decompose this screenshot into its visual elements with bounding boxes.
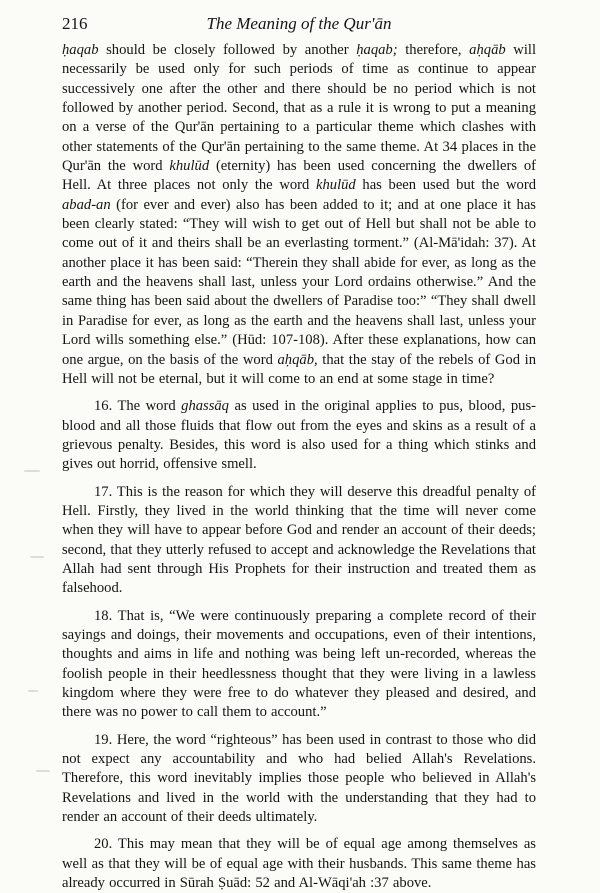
italic-term: aḥqāb, [277,351,318,368]
italic-term: ḥaqab [62,42,99,58]
page-header [62,14,536,36]
text-run: has been used but the word [355,177,536,194]
text-run: (for ever and ever) also has been added to it; and at one place it has been clearly stated: “They will wish to get out of Hell but shall not be able to come out of it and theirs shall be an everlasting torment.” (Al-Mā'idah: 37). At another place it has been said: “Therein they shall abide for ever, as long as the earth and the heavens shall last, unless your Lord ordains otherwise.” And the same thing has been said about the dwellers of Paradise too:” “They shall dwell in Paradise for ever, as long as the earth and the heavens shall last, unless your Lord wills something else.” (Hūd: 107-108). After these explanations, how can one argue, on the basis of the word [62,196,536,368]
italic-term: aḥqāb [469,42,506,58]
italic-term: khulūd [169,158,210,175]
text-run: 16. The word [94,398,182,415]
italic-term: ghassāq [181,398,229,415]
running-title: The Meaning of the Qur'ān [206,14,392,33]
text-run: as used in the original applies to pus, blood, pus-blood and all those fluids that flow out from the eyes and skins as a result of a grievous penalty. Besides, this word is also used for a thing which stinks and gives out horrid, offensive smell. [62,398,536,473]
scan-artifact [24,470,40,472]
italic-term: khulūd [316,177,356,194]
text-run: therefore, [397,42,470,58]
text-run: will necessarily be used only for such periods of time as continue to appear successively one after the other and there should be no period which is not followed by another period. Second, that as a rule it is wrong to put a meaning on a verse of the Qur'ān pertaining to a particular theme which clashes with other statements of the Qur'ān pertaining to the same theme. At 34 places in the Qur'ān the word [62,42,536,175]
note-20 [62,835,536,893]
text-run: that the stay of the rebels of God in Hell will not be eternal, but it will come to an end at some stage in time? [62,351,537,387]
page-body [62,41,536,893]
text-run: 19. Here, the word “righteous” has been used in contrast to those who did not expect any accountability and who had belied Allah's Revelations. Therefore, this word inevitably implies those people who believed in Allah's Revelations and lived in the world with the understanding that they had to render an account of their deeds ultimately. [62,731,536,826]
italic-term: abad-an [62,196,111,213]
page-number: 216 [62,14,88,33]
text-run: (eternity) has been used concerning the dwellers of Hell. At three places not only the word [62,158,536,194]
italic-term: ḥaqab; [356,42,398,58]
text-run: 18. That is, “We were continuously preparing a complete record of their sayings and doings, their movements and occupations, even of their intentions, thoughts and aims in life and nothing was being left un-recorded, whereas the foolish people in their heedlessness thought that they were living in a lawless kingdom where they were free to do whatever they pleased and desired, and there was no power to call them to account.” [62,607,536,721]
note-18 [62,607,536,723]
scan-artifact [36,770,50,772]
note-16 [62,397,536,474]
paragraph-continuation [62,41,536,389]
text-run: 17. This is the reason for which they will deserve this dreadful penalty of Hell. Firstly, they lived in the world thinking that the time will never come when they will have to appear before God and render an account of their deeds; second, that they utterly refused to accept and acknowledge the Revelations that Allah had sent through His Prophets for their instruction and treated them as falsehood. [62,483,536,597]
note-19 [62,731,536,828]
scan-artifact [28,690,38,692]
scan-artifact [30,556,44,558]
note-17 [62,483,536,599]
text-run: should be closely followed by another [98,42,357,58]
text-run: 20. This may mean that they will be of equal age among themselves as well as that they will be of equal age with their husbands. This same theme has already occurred in Sūrah Ṣuād: 52 and Al-Wāqi'ah :37 above. [62,836,536,892]
